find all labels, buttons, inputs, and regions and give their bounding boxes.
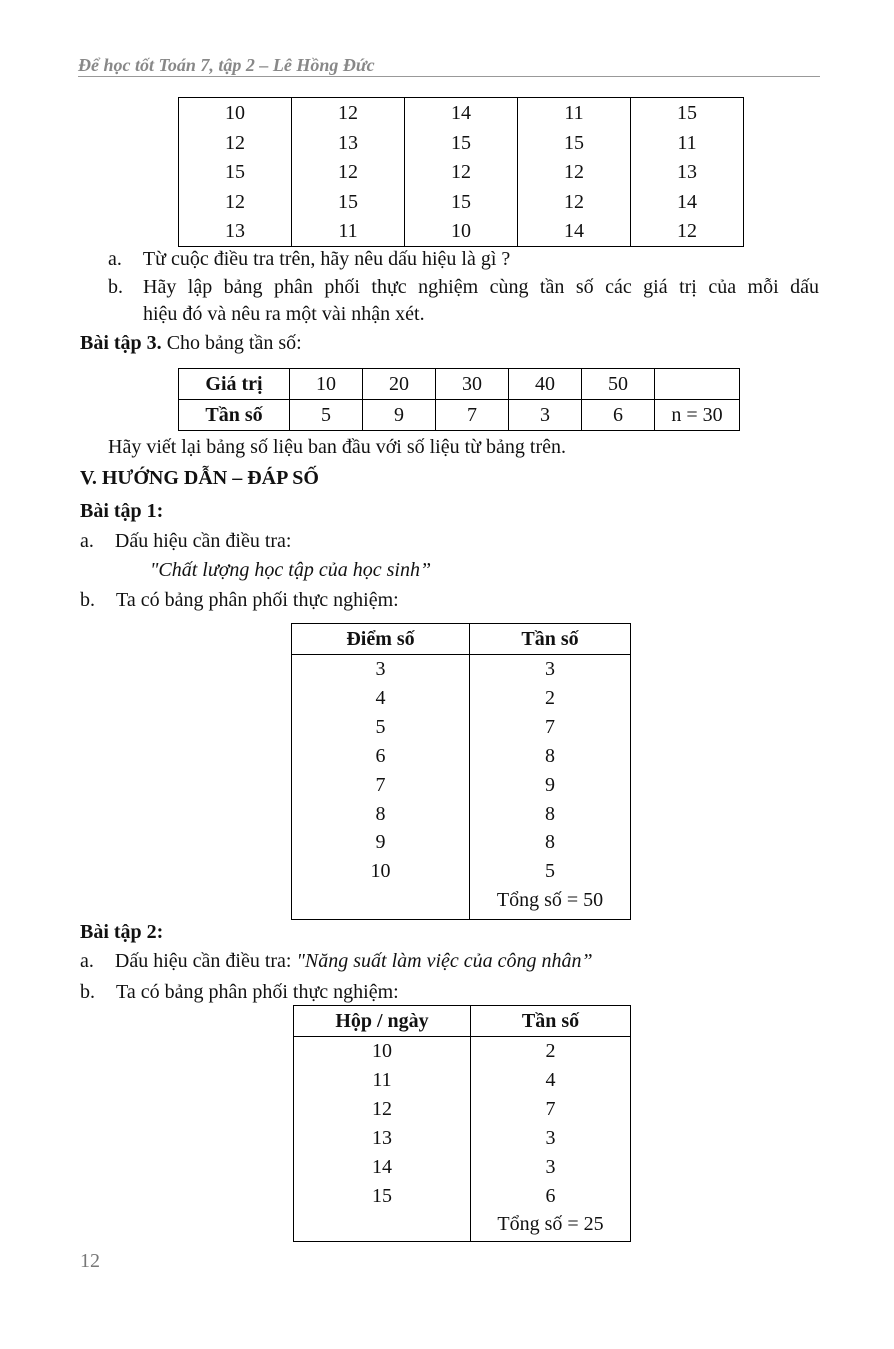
table-cell: 11 [292,216,405,246]
table-row [179,216,744,246]
running-header [78,52,820,77]
total-label: Tổng số = 50 [496,889,604,912]
table-cell: 11 [518,98,631,128]
list-item: 3 [545,1155,556,1178]
table-cell: 14 [405,98,518,128]
list-marker: a. [80,530,94,552]
table-cell: 13 [631,157,744,187]
list-item: 14 [372,1155,392,1178]
table-cell: 12 [179,187,292,217]
list-item: 2 [545,686,555,709]
list-item: 7 [545,715,555,738]
list-item: 3 [375,658,386,680]
survey-data-table [178,97,744,247]
exercise-3-instruction: Hãy viết lại bảng số liệu ban đầu với số liệu từ bảng trên. [108,436,566,458]
row-label: Giá trị [179,369,290,400]
table-cell: 12 [405,157,518,187]
productivity-distribution-table [293,1005,631,1242]
table-cell: 14 [631,187,744,217]
question-b-line2: hiệu đó và nêu ra một vài nhận xét. [143,303,425,325]
list-item: 10 [372,1040,392,1062]
solution-1-a-text: Dấu hiệu cần điều tra: [114,530,292,552]
frequency-column [470,655,631,920]
list-item-empty [292,886,469,915]
table-cell: 20 [363,369,436,400]
table-cell: 10 [179,98,292,128]
solution-1-quote: "Chất lượng học tập của học sinh” [150,559,432,581]
exercise-3-title: Bài tập 3. [80,332,162,354]
table-cell: 50 [582,369,655,400]
table-cell: 10 [405,216,518,246]
table-row [179,98,744,128]
table-cell: 12 [518,157,631,187]
list-marker-b: b. [108,276,123,298]
solution-2-title: Bài tập 2: [80,921,164,943]
table-cell: 6 [582,400,655,431]
list-item: 9 [375,831,386,854]
table-cell: 12 [518,187,631,217]
list-marker: b. [80,981,95,1003]
table-cell: 15 [292,187,405,217]
table-row [179,128,744,158]
list-item: 15 [372,1184,392,1207]
list-item: 9 [545,773,555,796]
exercise-3-text: Cho bảng tần số: [166,332,302,354]
solution-2-a [80,947,593,975]
solution-2-b-text: Ta có bảng phân phối thực nghiệm: [116,981,399,1003]
table-cell: 30 [436,369,509,400]
table-cell: 15 [405,187,518,217]
list-item: 5 [545,860,555,883]
table-cell: 12 [292,98,405,128]
table-row [179,369,740,400]
table-header-row [294,1006,631,1037]
list-item: 12 [372,1097,392,1120]
solution-2-quote: "Năng suất làm việc của công nhân” [296,950,593,972]
total-label: Tổng số = 25 [497,1213,604,1236]
table-cell: 15 [179,157,292,187]
list-item: 8 [545,744,555,767]
list-item-empty [294,1210,470,1239]
page-number: 12 [80,1250,100,1272]
list-item: 4 [375,686,386,709]
table-cell: 14 [518,216,631,246]
row-label: Tần số [179,400,290,431]
question-a [108,245,510,273]
table-cell: 10 [290,369,363,400]
list-item: 4 [545,1068,556,1091]
table-cell: 15 [631,98,744,128]
table-cell: 15 [405,128,518,158]
score-distribution-table [291,623,631,920]
solution-1-title: Bài tập 1: [80,500,164,522]
list-item: 8 [375,802,386,825]
list-item: 5 [375,715,386,738]
table-cell: 3 [509,400,582,431]
header-title: Để học tốt Toán 7, tập 2 – Lê Hồng Đức [78,55,375,75]
column-header: Điểm số [292,624,470,655]
table-cell: 12 [631,216,744,246]
solution-2-b [80,978,399,1006]
score-column [292,655,470,920]
frequency-column [471,1037,631,1242]
list-marker: a. [108,248,122,270]
list-item: 10 [370,860,391,883]
table-row [179,157,744,187]
table-cell: 7 [436,400,509,431]
list-item: 7 [545,1097,556,1120]
list-item: 11 [372,1068,392,1091]
section-v-heading: V. HƯỚNG DẪN – ĐÁP SỐ [80,467,319,489]
solution-2-a-text: Dấu hiệu cần điều tra: [114,950,292,972]
table-cell [655,369,740,400]
table-cell: 13 [179,216,292,246]
table-header-row [292,624,631,655]
solution-1-a [80,527,291,555]
solution-1-b [80,586,399,614]
list-item: 8 [545,802,555,825]
table-body [292,655,631,920]
list-item: 6 [545,1184,556,1207]
list-item: 3 [545,1126,556,1149]
value-column [294,1037,471,1242]
table-cell: 11 [631,128,744,158]
list-marker: a. [80,950,94,972]
list-item: 8 [545,831,555,854]
table-cell: 15 [518,128,631,158]
list-item: 2 [545,1040,556,1062]
table-cell: 12 [292,157,405,187]
table-cell: 13 [292,128,405,158]
table-body [294,1037,631,1242]
list-item: 3 [545,658,555,680]
table-row [179,187,744,217]
frequency-table [178,368,740,431]
table-cell: 12 [179,128,292,158]
list-item: 6 [375,744,386,767]
table-cell: n = 30 [655,400,740,431]
column-header: Tần số [471,1006,631,1037]
list-item: 13 [372,1126,392,1149]
list-marker: b. [80,589,95,611]
table-cell: 9 [363,400,436,431]
solution-1-b-text: Ta có bảng phân phối thực nghiệm: [116,589,399,611]
list-item: 7 [375,773,386,796]
column-header: Hộp / ngày [294,1006,471,1037]
exercise-3-heading [80,329,302,357]
column-header: Tần số [470,624,631,655]
question-b-line1: Hãy lập bảng phân phối thực nghiệm cùng tần số các giá trị của mỗi dấu [143,276,819,298]
question-a-text: Từ cuộc điều tra trên, hãy nêu dấu hiệu là gì ? [142,248,511,270]
table-row [179,400,740,431]
table-cell: 40 [509,369,582,400]
table-cell: 5 [290,400,363,431]
